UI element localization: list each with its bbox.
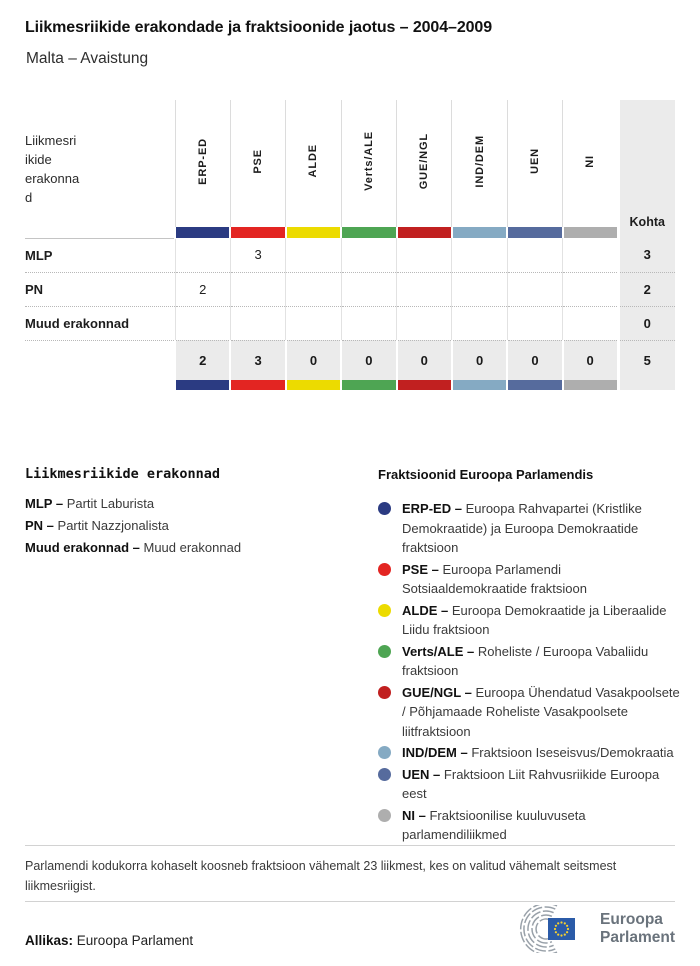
row-total: 0 [618,306,675,340]
seat-count-cell [341,306,396,340]
seat-count-cell [175,306,230,340]
row-header-label: Liikmesri ikide erakonna d [25,100,175,238]
ep-logo-text: Euroopa Parlament [600,911,675,946]
group-abbr: ERP-ED – [402,501,462,516]
color-bar-gue-ngl [397,227,452,238]
divider [25,901,675,902]
legend-group-item [378,560,680,599]
color-bar-erp-ed [175,227,230,238]
legend-groups-title: Fraktsioonid Euroopa Parlamendis [378,467,594,482]
party-name: Partit Laburista [66,496,155,511]
group-name: Euroopa Parlamendi Sotsiaaldemokraatide fraktsioon [402,561,587,596]
legend-party-item [25,519,355,532]
seat-count-cell [452,306,507,340]
group-total: 0 [341,340,396,380]
row-label: MLP [25,238,175,272]
divider [25,845,675,846]
group-abbr: UEN – [402,766,441,782]
color-bar-erp-ed [175,380,230,390]
party-abbr: MLP – [25,496,64,511]
group-abbr: IND/DEM – [402,745,468,760]
column-header-ni: NI [563,100,618,227]
ind-dem-color-dot-icon [378,746,391,759]
legend-party-item [25,497,355,510]
group-name: Euroopa Ühendatud Vasakpoolsete / Põhjamaade Roheliste Vasakpoolsete liitfraktsioon [402,684,680,739]
seat-count-cell [175,238,230,272]
row-label: PN [25,272,175,306]
column-header-erp-ed: ERP-ED [175,100,230,227]
group-color-strip-bottom [25,380,675,390]
group-total: 3 [230,340,285,380]
legend-group-item [378,683,680,742]
uen-color-dot-icon [378,768,391,781]
source-line [25,933,193,948]
row-total: 3 [618,238,675,272]
party-name: Partit Nazzjonalista [57,518,169,533]
color-bar-pse [230,227,285,238]
legend-group-item [378,601,680,640]
legend-group-item [378,765,680,804]
source-label: Allikas: [25,933,74,948]
group-total: 0 [507,340,562,380]
erp-ed-color-dot-icon [378,502,391,515]
group-abbr: ALDE – [402,602,449,618]
seat-count-cell [563,306,618,340]
totals-row-spacer [25,340,175,380]
group-abbr: GUE/NGL – [402,684,472,700]
table-row-muud-erakonnad [25,306,675,340]
gue-ngl-color-dot-icon [378,686,391,699]
color-bar-verts-ale [341,227,396,238]
group-total: 0 [286,340,341,380]
seat-count-cell: 3 [230,238,285,272]
color-bar-ni [563,380,618,390]
group-name: Fraktsioon Liit Rahvusriikide Euroopa eest [402,766,660,801]
seat-count-cell [507,306,562,340]
legend-groups [378,467,680,847]
column-header-gue-ngl: GUE/NGL [397,100,452,227]
grand-total: 5 [618,340,675,380]
seat-count-cell [230,306,285,340]
alde-color-dot-icon [378,604,391,617]
table-row-mlp [25,238,675,272]
seat-count-cell [397,306,452,340]
party-abbr: Muud erakonnad – [25,540,140,555]
column-header-pse: PSE [230,100,285,227]
legend-group-item [378,743,680,763]
seat-count-cell [341,272,396,306]
group-name: Fraktsioon Iseseisvus/Demokraatia [471,745,674,760]
seats-table [25,100,675,390]
seat-count-cell [230,272,285,306]
color-bar-ind-dem [452,380,507,390]
legend-parties [25,466,355,563]
legend-group-item [378,806,680,845]
party-name: Muud erakonnad [143,540,242,555]
color-bar-verts-ale [341,380,396,390]
color-bar-gue-ngl [397,380,452,390]
legend-parties-title: Liikmesriikide erakonnad [25,466,221,482]
column-header-ind-dem: IND/DEM [452,100,507,227]
seat-count-cell [341,238,396,272]
footnote: Parlamendi kodukorra kohaselt koosneb fraktsioon vähemalt 23 liikmest, kes on valitud vähemalt seitsmest liikmesriigist. [25,859,617,893]
color-bar-pse [230,380,285,390]
seat-count-cell [286,272,341,306]
group-total: 2 [175,340,230,380]
group-abbr: Verts/ALE – [402,643,475,659]
party-abbr: PN – [25,518,54,533]
ni-color-dot-icon [378,809,391,822]
legend-group-item [378,499,680,558]
seat-count-cell [563,238,618,272]
ep-logo [510,905,675,953]
seat-count-cell [507,238,562,272]
group-name: Fraktsioonilise kuuluvuseta parlamendiliikmed [402,807,586,842]
totals-row [25,340,675,380]
seat-count-cell [397,272,452,306]
color-bar-ind-dem [452,227,507,238]
seat-count-cell [286,306,341,340]
color-bar-uen [507,227,562,238]
source-value: Euroopa Parlament [76,933,194,948]
seat-count-cell [286,238,341,272]
seat-count-cell [397,238,452,272]
color-bar-alde [286,227,341,238]
group-total: 0 [452,340,507,380]
seat-count-cell [507,272,562,306]
legend-party-item [25,541,355,554]
table-row-pn [25,272,675,306]
group-total: 0 [563,340,618,380]
group-name: Roheliste / Euroopa Vabaliidu fraktsioon [402,643,649,678]
seat-count-cell [452,272,507,306]
legend-group-item [378,642,680,681]
color-bar-alde [286,380,341,390]
pse-color-dot-icon [378,563,391,576]
row-total: 2 [618,272,675,306]
ep-hemicycle-icon [510,905,592,953]
group-abbr: PSE – [402,561,439,577]
row-label: Muud erakonnad [25,306,175,340]
group-name: Euroopa Rahvapartei (Kristlike Demokraatide) ja Euroopa Demokraatide fraktsioon [402,501,642,555]
color-bar-ni [563,227,618,238]
seat-count-cell [563,272,618,306]
color-bar-uen [507,380,562,390]
column-header-alde: ALDE [286,100,341,227]
verts-ale-color-dot-icon [378,645,391,658]
group-name: Euroopa Demokraatide ja Liberaalide Liidu fraktsioon [402,602,667,637]
seat-count-cell: 2 [175,272,230,306]
column-header-uen: UEN [507,100,562,227]
group-abbr: NI – [402,807,426,823]
column-header-verts-ale: Verts/ALE [341,100,396,227]
group-total: 0 [397,340,452,380]
seat-count-cell [452,238,507,272]
column-header-kohta: Kohta [618,100,675,238]
page-subtitle: Malta – Avaistung [26,50,149,67]
page-title: Liikmesriikide erakondade ja fraktsioonide jaotus – 2004–2009 [25,19,493,36]
